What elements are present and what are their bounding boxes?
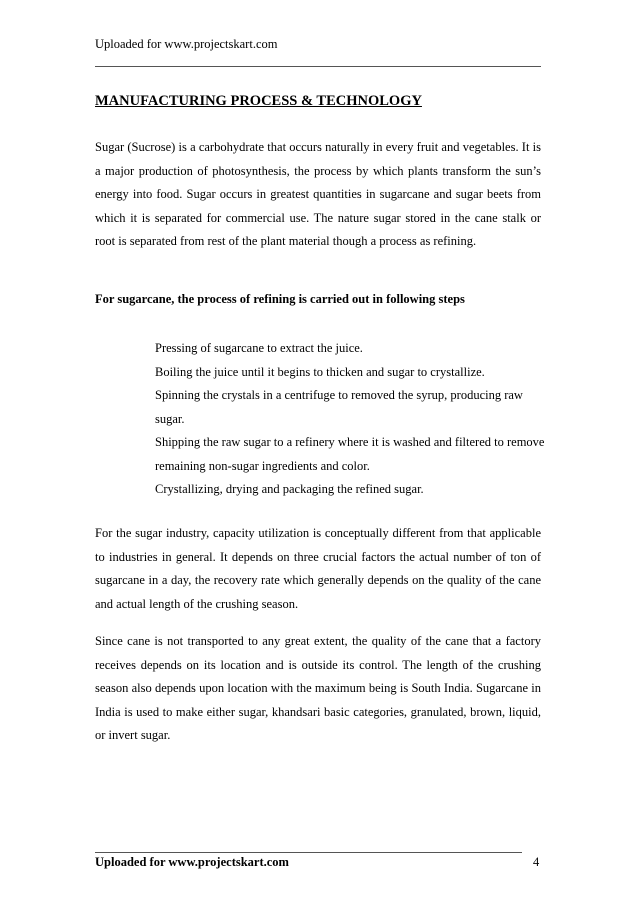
- list-item: [128, 361, 548, 385]
- page-number: 4: [533, 855, 540, 869]
- page-footer: Uploaded for www.projectskart.com: [95, 855, 289, 869]
- refining-steps-list: [128, 337, 548, 502]
- intro-paragraph: Sugar (Sucrose) is a carbohydrate that occurs naturally in every fruit and vegetables. It is a major production of photosynthesis, the process by which plants transform the sun’s energy into food. Sugar occurs in greatest quantities in sugarcane and sugar beets from which it is separated for commercial use. The nature sugar stored in the cane stalk or root is separated from rest of the plant material though a process as refining.: [95, 140, 541, 248]
- page-header: Uploaded for www.projectskart.com: [95, 37, 278, 51]
- header-rule: [95, 66, 541, 67]
- list-item: [128, 337, 548, 361]
- steps-heading: For sugarcane, the process of refining is carried out in following steps: [95, 292, 465, 306]
- step-text: Shipping the raw sugar to a refinery where it is washed and filtered to remove remaining non-sugar ingredients and color.: [155, 435, 545, 473]
- list-item: [128, 384, 548, 431]
- list-item: [128, 431, 548, 478]
- footer-rule: [95, 852, 522, 853]
- list-item: [128, 478, 548, 502]
- location-paragraph: Since cane is not transported to any great extent, the quality of the cane that a factory receives depends on its location and is outside its control. The length of the crushing season also depends upon location with the maximum being is South India. Sugarcane in India is used to make either sugar, khandsari basic categories, granulated, brown, liquid, or invert sugar.: [95, 634, 541, 742]
- section-title: MANUFACTURING PROCESS & TECHNOLOGY: [95, 93, 422, 109]
- step-text: Boiling the juice until it begins to thicken and sugar to crystallize.: [155, 364, 485, 379]
- step-text: Crystallizing, drying and packaging the refined sugar.: [155, 482, 424, 496]
- step-text: Pressing of sugarcane to extract the juice.: [155, 341, 363, 355]
- capacity-paragraph: For the sugar industry, capacity utilization is conceptually different from that applicable to industries in general. It depends on three crucial factors the actual number of ton of sugarcane in a day, the recovery rate which generally depends on the quality of the cane and actual length of the crushing season.: [95, 526, 541, 611]
- step-text: Spinning the crystals in a centrifuge to removed the syrup, producing raw sugar.: [155, 388, 523, 426]
